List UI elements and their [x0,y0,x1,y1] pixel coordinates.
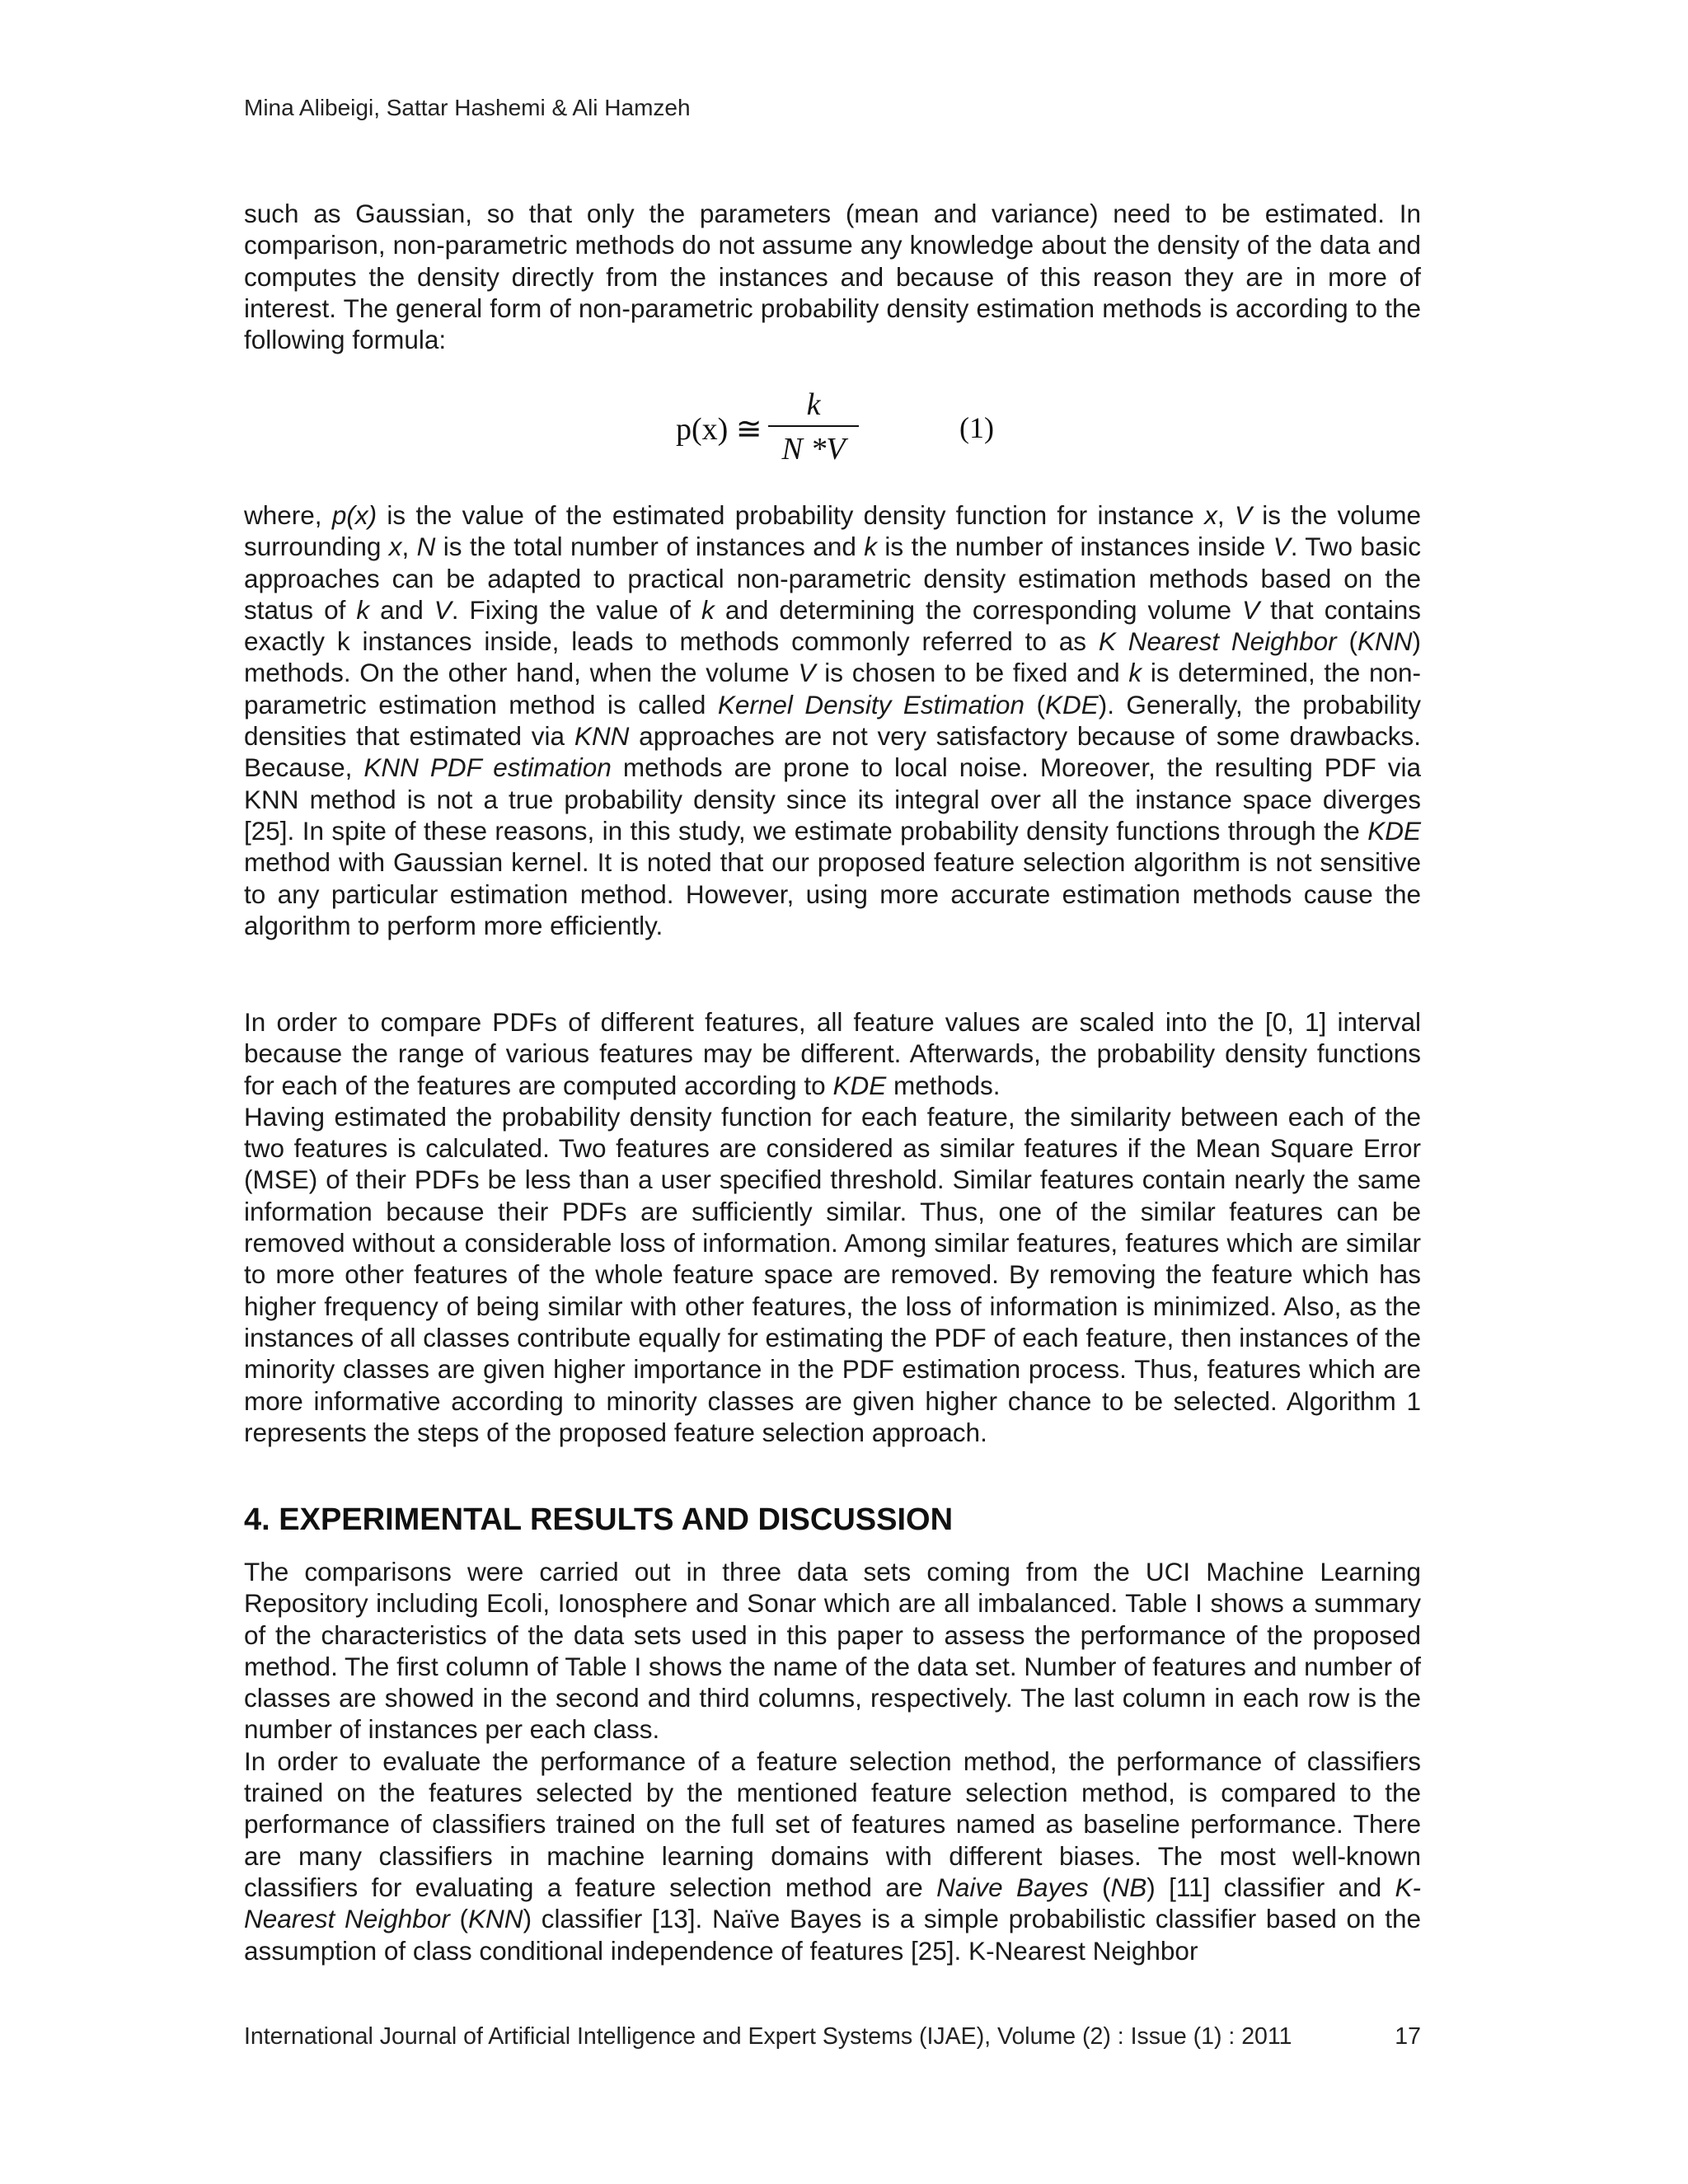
text-run-italic: p(x) [331,500,377,530]
running-head-authors: Mina Alibeigi, Sattar Hashemi & Ali Hamzeh [244,95,691,120]
paragraph-text [244,1746,1421,1966]
text-run: is the volume surrounding [244,500,1421,562]
text-run: approaches are not very satisfactory because of some drawbacks. Because, [244,721,1421,783]
text-run: and determining the corresponding volume [714,594,1243,625]
text-run-italic: V [434,594,452,625]
fraction-bar [768,425,859,427]
text-run-italic: V [1273,532,1291,562]
text-run: ). Generally, the probability densities that estimated via [244,689,1421,752]
text-run: In order to evaluate the performance of a feature selection method, the performance of classifiers trained on the features selected by the mentioned feature selection method, is compared to the performance of classifiers trained on the full set of features named as baseline performance. There are many classifiers in machine learning domains with different biases. The most well-known classifiers for evaluating a feature selection method are [244,1746,1421,1902]
text-run-italic: KDE [1044,689,1099,719]
equation-1 [676,386,1006,476]
text-run-italic: V [798,658,816,688]
text-run: methods are prone to local noise. Moreover, the resulting PDF via KNN method is not a true probability density since its integral over all the instance space diverges [25]. In spite of these reasons, in this study, we estimate probability density functions through the [244,752,1421,846]
text-run-italic: k [1128,658,1142,688]
text-run: is determined, the non-parametric estimation method is called [244,658,1421,719]
text-run: ( [1088,1872,1111,1902]
page-number: 17 [1395,2023,1421,2050]
equation-number: (1) [959,411,994,444]
text-run: is the number of instances inside [877,532,1273,562]
text-run-italic: NB [1110,1872,1147,1902]
text-run-italic: KNN [1357,626,1413,657]
equation-fraction [768,386,859,468]
section-heading: 4. EXPERIMENTAL RESULTS AND DISCUSSION [244,1502,954,1537]
text-run: is the total number of instances and [435,532,865,562]
text-run-italic: N [416,532,436,562]
equation-denominator: N *V [781,432,846,466]
paragraph-experimental [244,1556,1421,1966]
text-run: ( [1024,689,1045,719]
text-run-italic: k [864,532,877,562]
text-run: where, [244,500,332,530]
text-run: . Two basic approaches can be adapted to practical non-parametric density estimation methods based on the status of [244,532,1421,625]
text-run-italic: x [388,532,402,562]
paragraph-density-intro [244,198,1421,355]
text-run-italic: K- Nearest Neighbor [244,1872,1422,1934]
text-run: ) methods. On the other hand, when the volume [244,626,1422,688]
text-run: ( [1336,626,1357,657]
equation-lhs: p(x) ≅ [676,412,762,447]
footer-journal: International Journal of Artificial Intelligence and Expert Systems (IJAE), Volume (2) : Issue (1) : 2011 [244,2023,1292,2050]
text-run-italic: KDE [1367,815,1421,846]
text-run: , [1217,500,1235,530]
text-run: is the value of the estimated probability density function for instance [377,500,1205,530]
text-run-italic: KDE [832,1070,887,1100]
text-run-italic: Naive Bayes [936,1872,1089,1902]
text-run-italic: k [701,594,715,625]
paragraph-text: such as Gaussian, so that only the parameters (mean and variance) need to be estimated. In comparison, non-parametric methods do not assume any knowledge about the density of the data and computes the density directly from the instances and because of this reason they are in more of interest. The general form of non-parametric probability density estimation methods is according to the following formula: [244,199,1421,355]
text-run-italic: k [356,594,370,625]
text-run: methods. [886,1070,1001,1100]
paragraph-where [244,499,1421,941]
text-run: ) [11] classifier and [1146,1872,1395,1902]
text-run-italic: K Nearest Neighbor [1098,626,1337,657]
text-run: that contains exactly k instances inside, leads to methods commonly referred to as [244,594,1422,657]
text-run: In order to compare PDFs of different features, all feature values are scaled into the [0, 1] interval because the range of various features may be different. Afterwards, the probability density functions for each of the features are computed according to [244,1007,1421,1100]
text-run: . Fixing the value of [451,594,702,625]
text-run: ( [449,1904,469,1934]
paragraph-text: The comparisons were carried out in three data sets coming from the UCI Machine Learning Repository including Ecoli, Ionosphere and Sonar which are all imbalanced. Table I shows a summary of the characteristics of the data sets used in this paper to assess the performance of the proposed method. The first column of Table I shows the name of the data set. Number of features and number of classes are showed in the second and third columns, respectively. The last column in each row is the number of instances per each class. [244,1557,1421,1745]
text-run-italic: V [1242,594,1260,625]
text-run: ) classifier [13]. Naïve Bayes is a simple probabilistic classifier based on the assumption of class conditional independence of features [25]. K-Nearest Neighbor [244,1904,1421,1966]
text-run: is chosen to be fixed and [815,658,1129,688]
paragraph-text [244,499,1421,941]
text-run: , [401,532,417,562]
paragraph-text: Having estimated the probability density function for each feature, the similarity between each of the two features is calculated. Two features are considered as similar features if the Mean Square Error (MSE) of their PDFs be less than a user specified threshold. Similar features contain nearly the same information because their PDFs are sufficiently similar. Thus, one of the similar features can be removed without a considerable loss of information. Among similar features, features which are similar to more other features of the whole feature space are removed. By removing the feature which has higher frequency of being similar with other features, the loss of information is minimized. Also, as the instances of all classes contribute equally for estimating the PDF of each feature, then instances of the minority classes are given higher importance in the PDF estimation process. Thus, features which are more informative according to minority classes are given higher chance to be selected. Algorithm 1 represents the steps of the proposed feature selection approach. [244,1101,1421,1447]
text-run: method with Gaussian kernel. It is noted that our proposed feature selection algorithm is not sensitive to any particular estimation method. However, using more accurate estimation methods cause the algorithm to perform more efficiently. [244,847,1421,940]
text-run-italic: KNN [468,1904,523,1934]
text-run-italic: KNN [574,721,630,752]
paragraph-text [244,1006,1421,1101]
equation-numerator: k [806,387,821,422]
text-run-italic: Kernel Density Estimation [717,689,1025,719]
text-run: and [369,594,434,625]
text-run-italic: V [1234,500,1252,530]
text-run-italic: x [1204,500,1217,530]
paragraph-pdf-comparison [244,1006,1421,1448]
text-run-italic: KNN PDF estimation [363,752,612,783]
